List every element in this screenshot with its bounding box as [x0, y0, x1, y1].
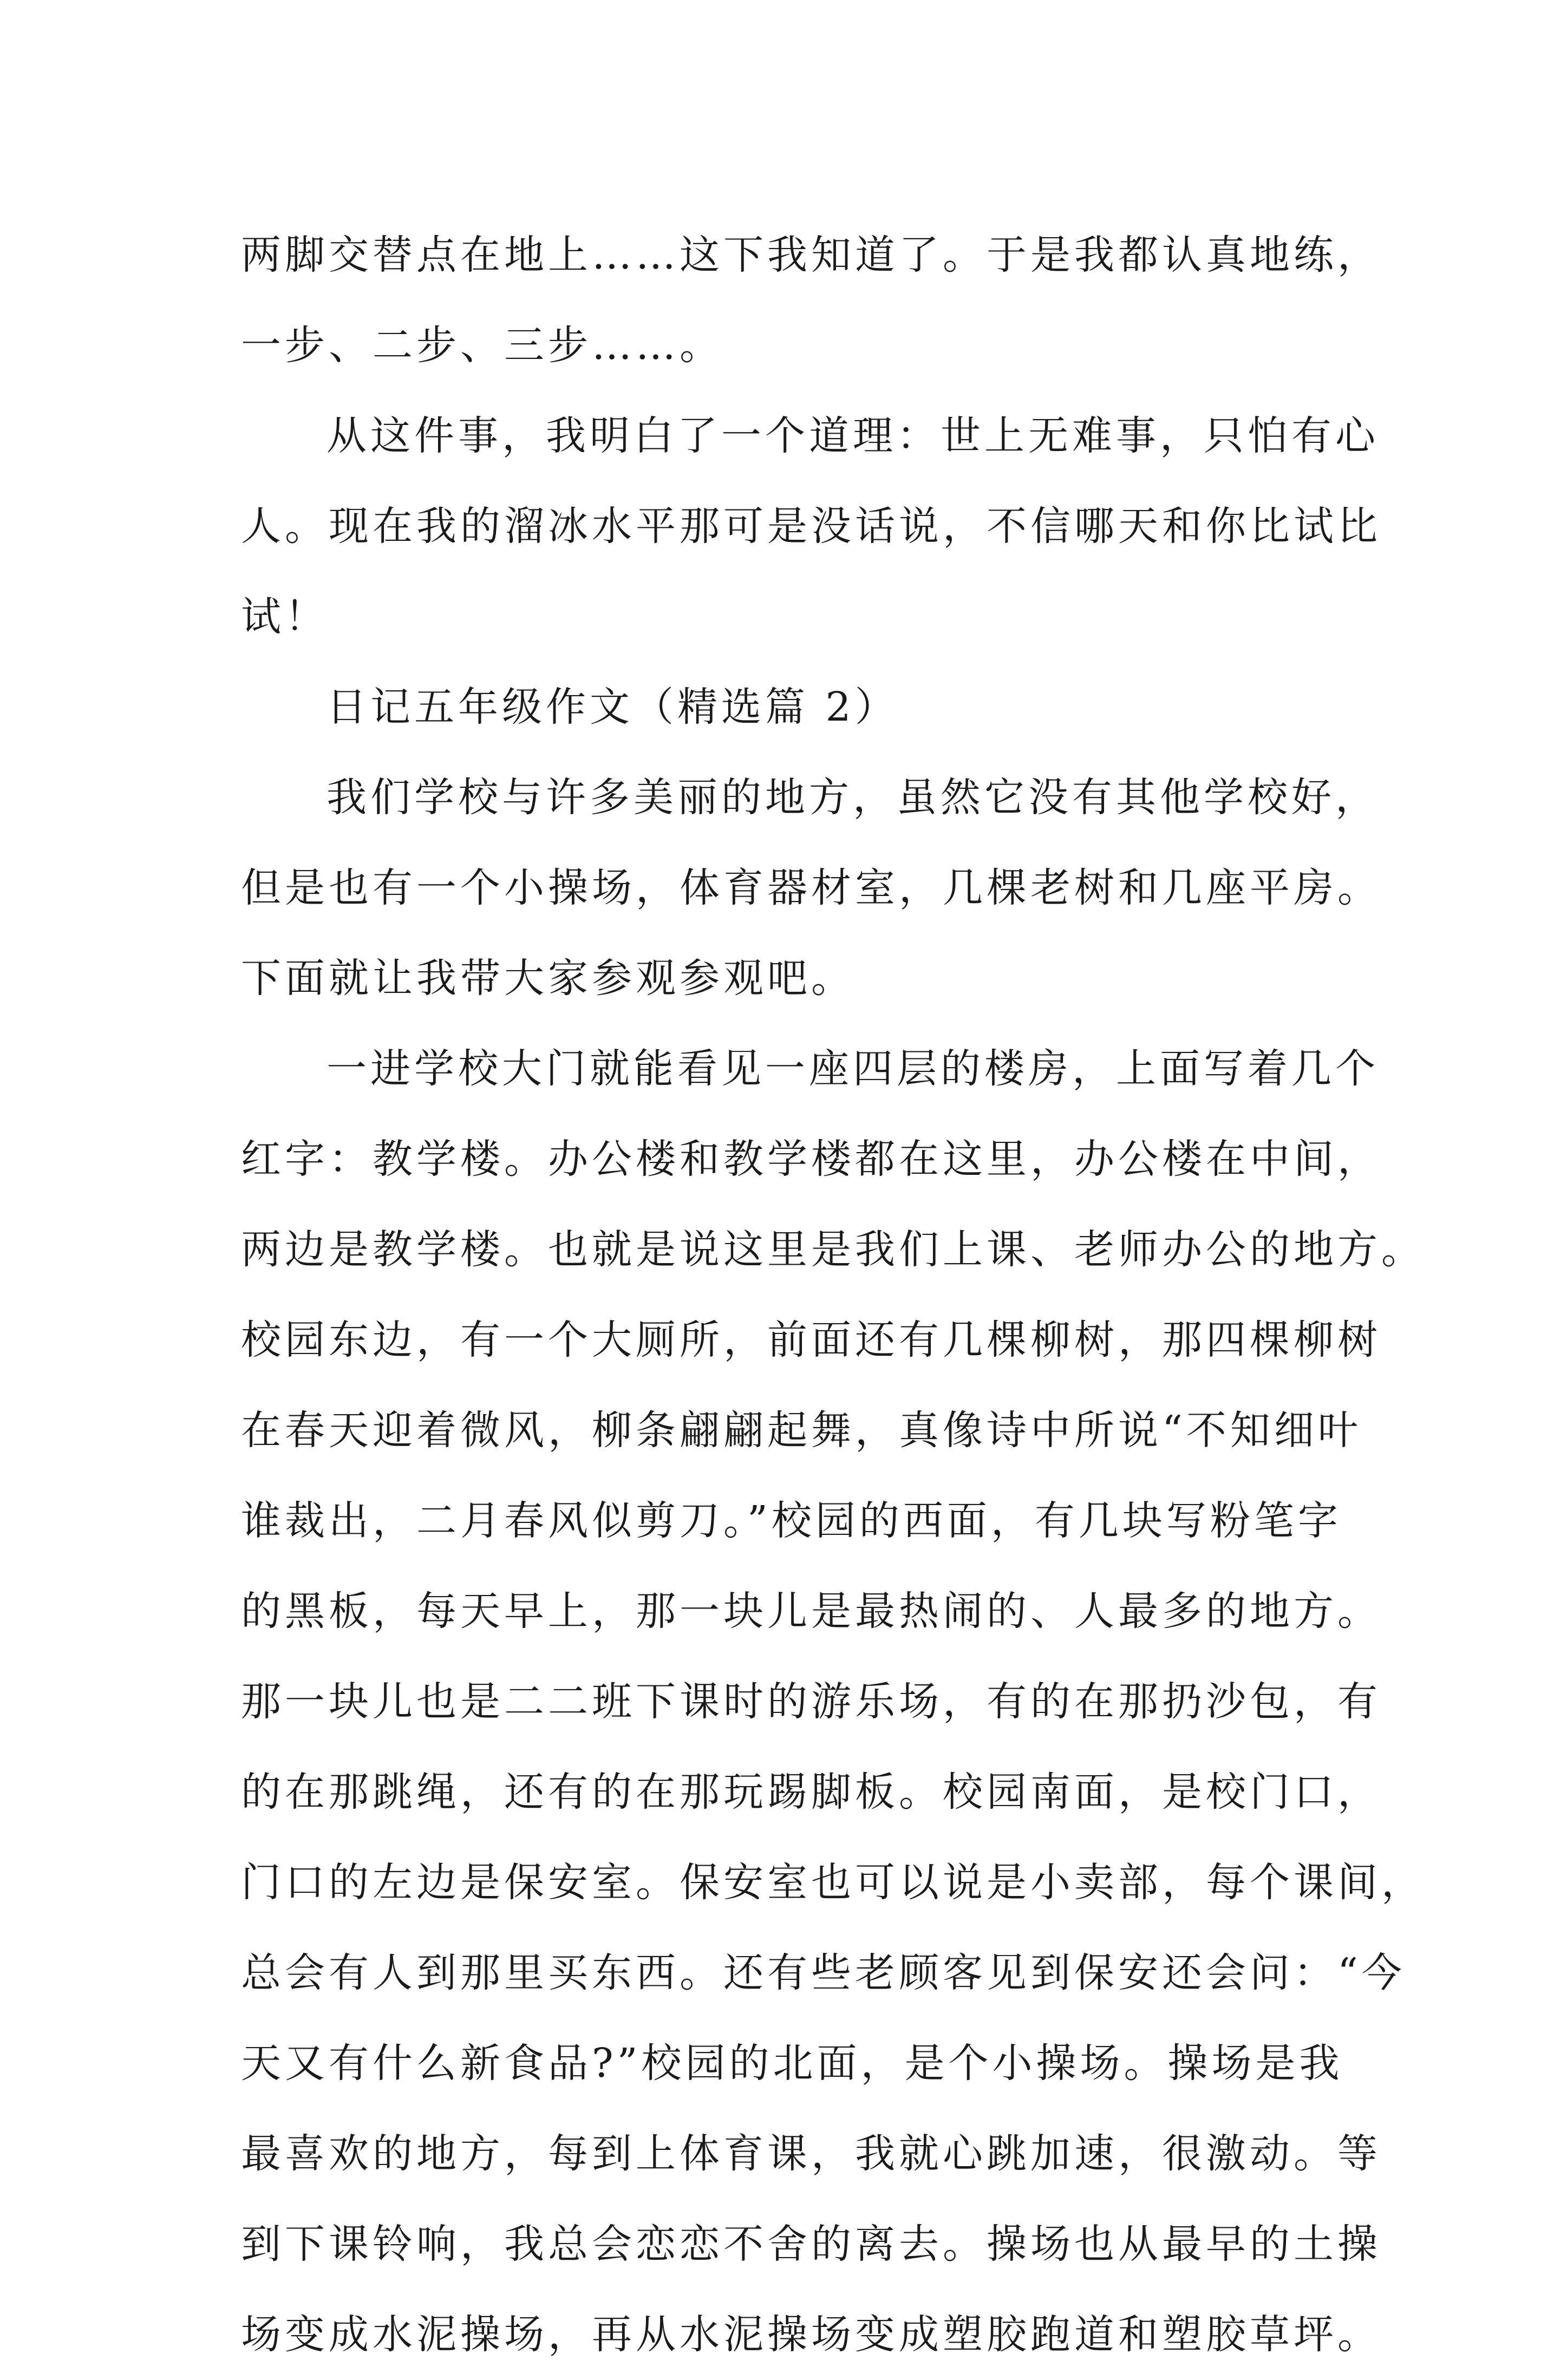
text-line: 到下课铃响，我总会恋恋不舍的离去。操场也从最早的土操 — [241, 2221, 1381, 2267]
text-line: 红字：教学楼。办公楼和教学楼都在这里，办公楼在中间， — [241, 1136, 1381, 1182]
text-line: 下面就让我带大家参观参观吧。 — [241, 955, 855, 1002]
text-line: 一进学校大门就能看见一座四层的楼房，上面写着几个 — [327, 1045, 1379, 1092]
text-line: 在春天迎着微风，柳条翩翩起舞，真像诗中所说“不知细叶 — [241, 1407, 1362, 1454]
text-line: 我们学校与许多美丽的地方，虽然它没有其他学校好， — [327, 774, 1379, 821]
document-body — [241, 210, 1425, 2380]
text-line: 的在那跳绳，还有的在那玩踢脚板。校园南面，是校门口， — [241, 1769, 1381, 1815]
text-line: 总会有人到那里买东西。还有些老顾客见到保安还会问：“今 — [241, 1950, 1406, 1996]
text-line: 的黑板，每天早上，那一块儿是最热闹的、人最多的地方。 — [241, 1588, 1381, 1634]
text-line: 日记五年级作文（精选篇 2） — [327, 684, 899, 730]
text-line: 人。现在我的溜冰水平那可是没话说，不信哪天和你比试比 — [241, 503, 1381, 550]
text-line: 两边是教学楼。也就是说这里是我们上课、老师办公的地方。 — [241, 1226, 1425, 1273]
text-line: 最喜欢的地方，每到上体育课，我就心跳加速，很激动。等 — [241, 2130, 1381, 2177]
text-line: 两脚交替点在地上……这下我知道了。于是我都认真地练， — [241, 232, 1381, 278]
text-line: 谁裁出，二月春风似剪刀。”校园的西面，有几块写粉笔字 — [241, 1498, 1342, 1544]
text-line: 场变成水泥操场，再从水泥操场变成塑胶跑道和塑胶草坪。 — [241, 2311, 1381, 2358]
text-line: 但是也有一个小操场，体育器材室，几棵老树和几座平房。 — [241, 865, 1381, 911]
text-line: 试！ — [241, 593, 329, 640]
text-line: 校园东边，有一个大厕所，前面还有几棵柳树，那四棵柳树 — [241, 1317, 1381, 1363]
text-line: 从这件事，我明白了一个道理：世上无难事，只怕有心 — [327, 413, 1379, 459]
text-line: 门口的左边是保安室。保安室也可以说是小卖部，每个课间， — [241, 1859, 1425, 1906]
text-line: 一步、二步、三步……。 — [241, 322, 723, 369]
text-line: 那一块儿也是二二班下课时的游乐场，有的在那扔沙包，有 — [241, 1678, 1381, 1725]
text-line: 天又有什么新食品?”校园的北面，是个小操场。操场是我 — [241, 2040, 1343, 2087]
